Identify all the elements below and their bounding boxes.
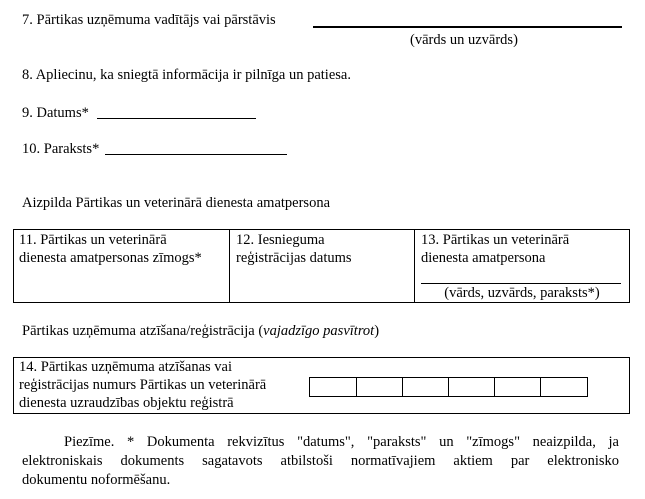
registration-heading — [22, 323, 379, 340]
cell-14-line-3: dienesta uzraudzības objektu reģistrā — [19, 395, 234, 411]
official-table-divider-1 — [229, 230, 230, 302]
cell-13-caption: (vārds, uzvārds, paraksts*) — [444, 285, 600, 301]
representative-name-caption: (vārds un uzvārds) — [410, 32, 518, 48]
note-line-1: Piezīme. * Dokumenta rekvizītus "datums", "paraksts" un "zīmogs" neaizpilda, ja — [64, 434, 619, 450]
section-7-label: 7. Pārtikas uzņēmuma vadītājs vai pārstāvis — [22, 12, 276, 28]
cell-12-line-1: 12. Iesnieguma — [236, 232, 325, 248]
date-field-line[interactable] — [97, 118, 256, 119]
cell-14-line-1: 14. Pārtikas uzņēmuma atzīšanas vai — [19, 359, 233, 375]
registration-heading-close: ) — [374, 323, 380, 339]
number-box-divider-5 — [540, 378, 541, 396]
section-10-label: 10. Paraksts* — [22, 141, 100, 157]
number-box-divider-3 — [448, 378, 449, 396]
number-box-divider-1 — [356, 378, 357, 396]
section-8-label: 8. Apliecinu, ka sniegtā informācija ir pilnīga un patiesa. — [22, 67, 351, 83]
official-table — [13, 229, 630, 303]
registration-heading-italic: vajadzīgo pasvītrot — [263, 323, 375, 339]
official-section-heading: Aizpilda Pārtikas un veterinārā dienesta amatpersona — [22, 195, 331, 211]
number-box-divider-2 — [402, 378, 403, 396]
registration-table — [13, 357, 630, 414]
registration-heading-text: Pārtikas uzņēmuma atzīšana/reģistrācija ( — [22, 323, 264, 339]
cell-13-line-2: dienesta amatpersona — [421, 250, 546, 266]
signature-field-line[interactable] — [105, 154, 287, 155]
registration-number-boxes — [309, 377, 588, 397]
cell-12-line-2: reģistrācijas datums — [236, 250, 352, 266]
cell-11-line-2: dienesta amatpersonas zīmogs* — [19, 250, 202, 266]
cell-13-line-1: 13. Pārtikas un veterinārā — [421, 232, 570, 248]
cell-14-line-2: reģistrācijas numurs Pārtikas un veterinārā — [19, 377, 267, 393]
note-line-2: elektroniskais dokuments sagatavots atbilstoši normatīvajiem aktiem par elektronisko — [22, 453, 619, 469]
representative-name-line[interactable] — [313, 26, 622, 28]
number-box-divider-4 — [494, 378, 495, 396]
cell-11-line-1: 11. Pārtikas un veterinārā — [19, 232, 167, 248]
section-9-label: 9. Datums* — [22, 105, 89, 121]
note-line-3: dokumentu noformēšanu. — [22, 472, 171, 488]
